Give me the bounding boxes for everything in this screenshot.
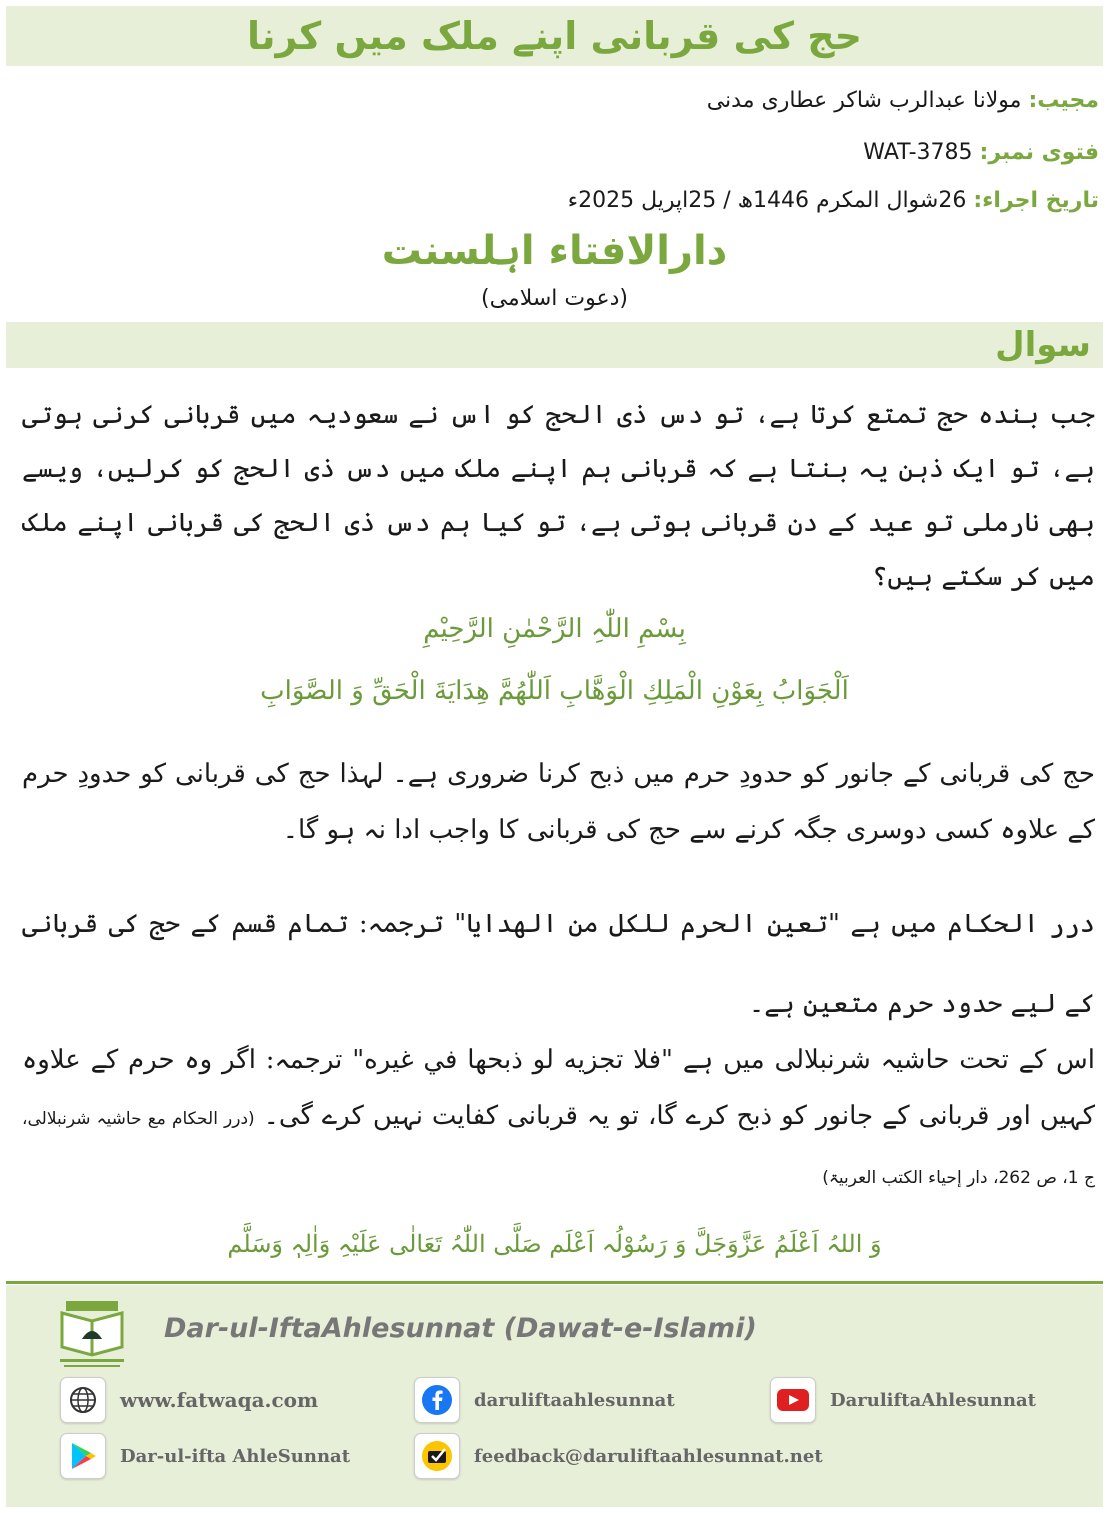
fatwa-number-value: WAT-3785 bbox=[863, 140, 973, 165]
question-heading-band bbox=[6, 322, 1103, 368]
closing-phrase: وَ اللہُ اَعْلَمُ عَزَّوَجَلَّ وَ رَسُوْلُہ اَعْلَم صَلَّی اللّٰہُ تَعَالٰی عَلَیْہِ وَاٰلِہٖ وَسَلَّم bbox=[227, 1230, 882, 1258]
page-title-band bbox=[6, 6, 1103, 66]
organization-name: دارالافتاء اہلسنت bbox=[381, 228, 728, 274]
organization-logo bbox=[52, 1299, 132, 1375]
issue-date-value: 26شوال المکرم 1446ھ / 25اپریل 2025ء bbox=[567, 188, 967, 213]
email-text: feedback@daruliftaahlesunnat.net bbox=[474, 1445, 823, 1467]
email-link[interactable] bbox=[414, 1433, 823, 1479]
youtube-icon bbox=[770, 1377, 816, 1423]
youtube-link[interactable] bbox=[770, 1377, 1036, 1423]
website-text: www.fatwaqa.com bbox=[120, 1388, 319, 1412]
organization-sub: (دعوت اسلامی) bbox=[481, 286, 628, 311]
playstore-link[interactable] bbox=[60, 1433, 350, 1479]
website-link[interactable] bbox=[60, 1377, 318, 1423]
playstore-text: Dar-ul-ifta AhleSunnat bbox=[120, 1445, 351, 1467]
question-text: جب بندہ حج تمتع کرتا ہے، تو دس ذی الحج کو اس نے سعودیہ میں قربانی کرنی ہوتی ہے، تو ایک ذہن یہ بنتا ہے کہ قربانی ہم اپنے ملک میں دس ذی الحج کو کرلیں، ویسے بھی نارملی تو عید کے دن قربانی ہوتی ہے، تو کیا ہم دس ذی الحج کی قربانی اپنے ملک میں کر سکتے ہیں؟ bbox=[22, 400, 1095, 592]
facebook-icon bbox=[414, 1377, 460, 1423]
page-title: حج کی قربانی اپنے ملک میں کرنا bbox=[247, 14, 862, 58]
mujeeb-value: مولانا عبدالرب شاکر عطاری مدنی bbox=[706, 88, 1022, 113]
issue-date-label: تاریخ اجراء: bbox=[973, 188, 1099, 213]
bismillah: بِسْمِ اللّٰہِ الرَّحْمٰنِ الرَّحِیْمِ bbox=[423, 614, 686, 644]
fatwa-number-label: فتوی نمبر: bbox=[979, 140, 1099, 165]
mujeeb-label: مجیب: bbox=[1028, 88, 1099, 113]
answer-paragraph-3 bbox=[22, 1032, 1095, 1206]
footer bbox=[6, 1285, 1103, 1507]
issue-date-row bbox=[568, 188, 1099, 213]
play-store-icon bbox=[60, 1433, 106, 1479]
question-heading: سوال bbox=[995, 325, 1091, 365]
fatwa-number-row bbox=[863, 140, 1099, 165]
reference-citation: (درر الحکام مع حاشیہ شرنبلالی، ج 1، ص 262، دار إحیاء الکتب العربیۃ) bbox=[22, 1109, 1095, 1188]
answer-opening: اَلْجَوَابُ بِعَوْنِ الْمَلِكِ الْوَهَّابِ اَللّٰهُمَّ هِدَايَةَ الْحَقِّ وَ الصَّوَابِ bbox=[260, 676, 849, 706]
answer-paragraph-3-text: اس کے تحت حاشیہ شرنبلالی میں ہے "فلا تجزيه لو ذبحها في غيره" ترجمہ: اگر وہ حرم کے علاوہ کہیں اور قربانی کے جانور کو ذبح کرے گا، تو یہ قربانی کفایت نہیں کرے گی۔ bbox=[22, 1045, 1096, 1131]
answer-paragraph-1: حج کی قربانی کے جانور کو حدودِ حرم میں ذبح کرنا ضروری ہے۔ لہذا حج کی قربانی کو حدودِ حرم کے علاوہ کسی دوسری جگہ کرنے سے حج کی قربانی کا واجب ادا نہ ہو گا۔ bbox=[22, 759, 1095, 845]
answer-paragraph-2: درر الحکام میں ہے "تعين الحرم للكل من الهدايا" ترجمہ: تمام قسم کے حج کی قربانی کے لیے حدود حرم متعین ہے۔ bbox=[22, 909, 1095, 1019]
footer-brand: Dar-ul-IftaAhlesunnat (Dawat-e-Islami) bbox=[164, 1313, 757, 1344]
feedback-icon bbox=[414, 1433, 460, 1479]
globe-icon bbox=[60, 1377, 106, 1423]
mujeeb-row bbox=[707, 88, 1099, 113]
facebook-text: daruliftaahlesunnat bbox=[474, 1389, 675, 1411]
youtube-text: DaruliftaAhlesunnat bbox=[830, 1389, 1036, 1411]
facebook-link[interactable] bbox=[414, 1377, 675, 1423]
footer-divider bbox=[6, 1281, 1103, 1284]
